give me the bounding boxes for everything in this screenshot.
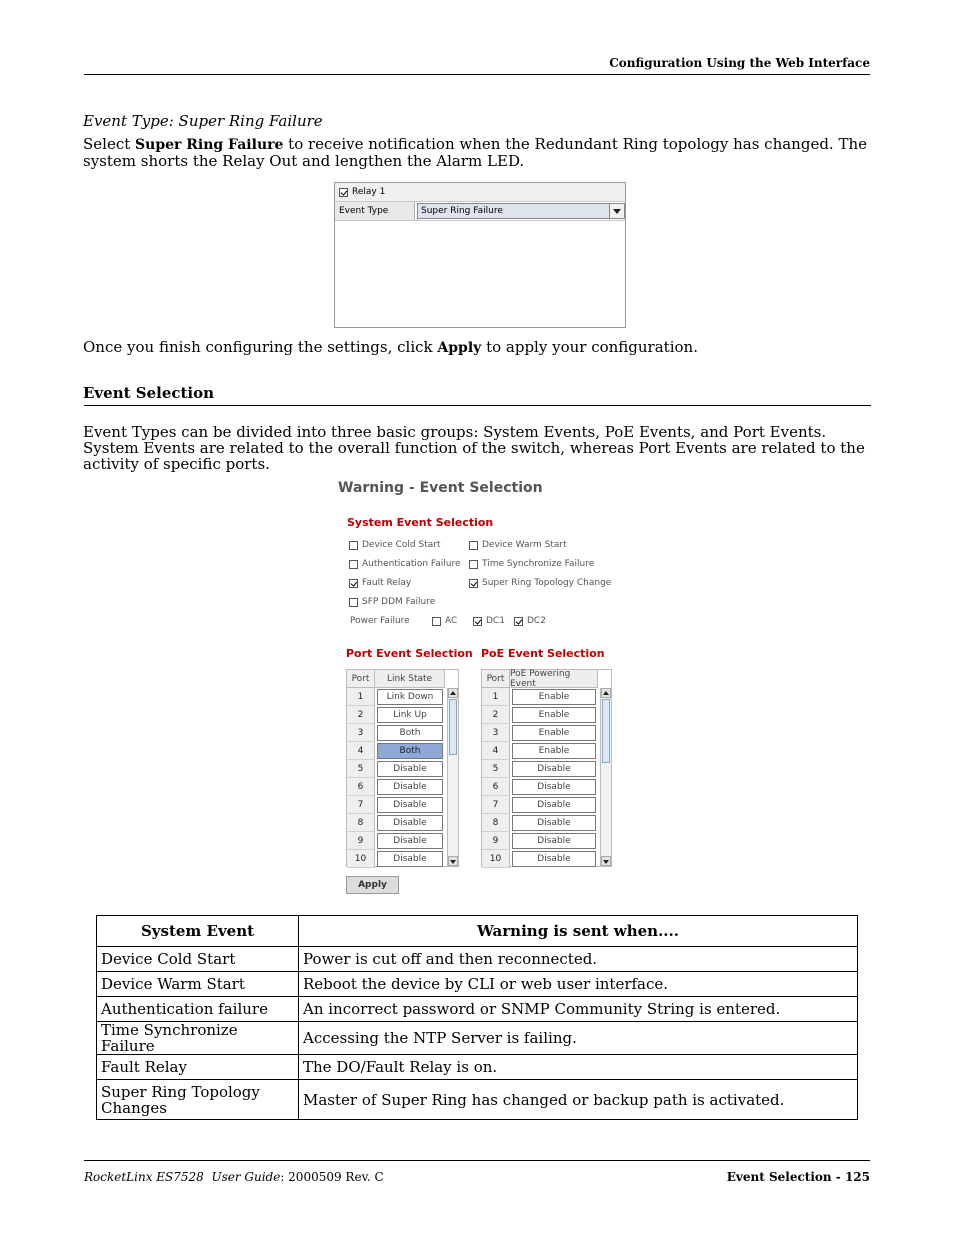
event-desc: Reboot the device by CLI or web user interface. [299, 972, 858, 997]
event-select[interactable]: Disable [512, 815, 596, 831]
port-number: 9 [347, 832, 375, 850]
grid-header [347, 670, 458, 688]
event-desc: The DO/Fault Relay is on. [299, 1055, 858, 1080]
port-number: 7 [347, 796, 375, 814]
table-row [347, 706, 458, 724]
event-select[interactable]: Both [377, 743, 443, 759]
apply-button[interactable]: Apply [346, 876, 399, 894]
scroll-down-icon[interactable] [448, 856, 458, 866]
scroll-up-icon[interactable] [448, 688, 458, 698]
grid-rows [482, 688, 611, 868]
col-warning-sent: Warning is sent when.... [299, 916, 858, 947]
port-number: 3 [482, 724, 510, 742]
table-row [97, 1022, 858, 1055]
header-rule [84, 74, 870, 75]
table-row [347, 850, 458, 868]
table-row [97, 997, 858, 1022]
footer-left [84, 1170, 384, 1184]
col-link-state: Link State [375, 670, 445, 688]
scroll-thumb[interactable] [449, 699, 457, 755]
event-desc: Power is cut off and then reconnected. [299, 947, 858, 972]
event-label: Authentication Failure [362, 559, 461, 569]
col-port: Port [347, 670, 375, 688]
port-number: 2 [347, 706, 375, 724]
event-select[interactable]: Disable [377, 797, 443, 813]
event-select[interactable]: Link Down [377, 689, 443, 705]
event-type-select[interactable] [417, 203, 625, 219]
event-label: Super Ring Topology Change [482, 578, 612, 588]
relay-label: Relay 1 [352, 187, 386, 197]
grid-header [482, 670, 611, 688]
event-label: Device Cold Start [362, 540, 441, 550]
event-select[interactable]: Disable [377, 833, 443, 849]
event-desc: An incorrect password or SNMP Community String is entered. [299, 997, 858, 1022]
col-system-event: System Event [97, 916, 299, 947]
event-select[interactable]: Disable [377, 851, 443, 867]
select-suffix: to receive notification when the Redundant Ring topology has changed. The system shorts the Relay Out and lengthen the Alarm LED. [83, 135, 868, 170]
power-dc1[interactable] [473, 616, 505, 626]
table-row [482, 688, 611, 706]
system-event-title: System Event Selection [347, 516, 494, 529]
select-bold: Super Ring Failure [135, 137, 284, 153]
port-number: 1 [347, 688, 375, 706]
event-select[interactable]: Enable [512, 725, 596, 741]
event-device-warm-start[interactable] [469, 540, 567, 550]
port-number: 5 [347, 760, 375, 778]
scroll-up-icon[interactable] [601, 688, 611, 698]
checkbox[interactable] [469, 560, 478, 569]
event-name: Device Warm Start [97, 972, 299, 997]
table-row [482, 814, 611, 832]
table-row [97, 1080, 858, 1120]
event-select[interactable]: Enable [512, 707, 596, 723]
event-type-row [335, 202, 625, 221]
event-name: Authentication failure [97, 997, 299, 1022]
col-port: Port [482, 670, 510, 688]
relay-checkbox[interactable] [339, 188, 348, 197]
table-row [97, 1055, 858, 1080]
event-label: Time Synchronize Failure [482, 559, 595, 569]
event-name: Super Ring Topology Changes [97, 1080, 299, 1120]
event-time-sync-failure[interactable] [469, 559, 594, 569]
event-name: Fault Relay [97, 1055, 299, 1080]
power-dc2[interactable] [514, 616, 546, 626]
table-row [347, 796, 458, 814]
event-super-ring-topology-change[interactable] [469, 578, 611, 588]
port-number: 1 [482, 688, 510, 706]
table-row [347, 760, 458, 778]
event-fault-relay[interactable] [349, 578, 411, 588]
checkbox[interactable] [349, 560, 358, 569]
section-rule [84, 405, 871, 406]
chevron-down-icon[interactable] [609, 204, 624, 218]
event-select[interactable]: Disable [377, 761, 443, 777]
event-select[interactable]: Link Up [377, 707, 443, 723]
checkbox[interactable] [349, 579, 358, 588]
table-row [97, 972, 858, 997]
table-row [347, 814, 458, 832]
checkbox[interactable] [349, 541, 358, 550]
relay-row [335, 183, 625, 202]
poe-event-grid [481, 669, 612, 867]
event-desc: Master of Super Ring has changed or backup path is activated. [299, 1080, 858, 1120]
system-event-table [96, 915, 858, 1120]
checkbox[interactable] [469, 541, 478, 550]
apply-bold: Apply [437, 340, 482, 356]
apply-suffix: to apply your configuration. [481, 338, 698, 356]
power-label: DC1 [486, 616, 505, 626]
checkbox[interactable] [514, 617, 523, 626]
port-number: 2 [482, 706, 510, 724]
checkbox[interactable] [469, 579, 478, 588]
port-number: 10 [482, 850, 510, 868]
event-label: Device Warm Start [482, 540, 567, 550]
table-row [482, 760, 611, 778]
section-title: Event Selection [83, 384, 215, 402]
table-row [347, 832, 458, 850]
grid-rows [347, 688, 458, 868]
event-select[interactable]: Disable [377, 815, 443, 831]
port-number: 4 [347, 742, 375, 760]
port-event-grid [346, 669, 459, 867]
event-type-heading: Event Type: Super Ring Failure [83, 112, 323, 130]
power-failure-label: Power Failure [350, 616, 410, 626]
scrollbar[interactable] [600, 688, 611, 866]
event-select[interactable]: Enable [512, 743, 596, 759]
select-paragraph [83, 136, 870, 169]
apply-paragraph [83, 339, 870, 356]
event-select[interactable]: Disable [512, 779, 596, 795]
running-header: Configuration Using the Web Interface [609, 56, 870, 70]
table-row [347, 742, 458, 760]
footer-rule [84, 1160, 870, 1161]
table-row [482, 778, 611, 796]
table-row [482, 724, 611, 742]
port-number: 6 [482, 778, 510, 796]
warning-title: Warning - Event Selection [338, 480, 543, 496]
port-number: 6 [347, 778, 375, 796]
footer-product: RocketLinx ES7528 [84, 1170, 204, 1184]
event-name: Device Cold Start [97, 947, 299, 972]
table-row [482, 796, 611, 814]
table-row [482, 742, 611, 760]
event-select[interactable]: Enable [512, 689, 596, 705]
event-type-value: Super Ring Failure [421, 206, 503, 216]
footer-page: Event Selection - 125 [726, 1170, 870, 1184]
port-number: 8 [347, 814, 375, 832]
event-authentication-failure[interactable] [349, 559, 461, 569]
port-number: 10 [347, 850, 375, 868]
checkbox[interactable] [349, 598, 358, 607]
event-select[interactable]: Disable [512, 851, 596, 867]
scroll-down-icon[interactable] [601, 856, 611, 866]
port-number: 5 [482, 760, 510, 778]
power-ac[interactable] [432, 616, 457, 626]
event-select[interactable]: Disable [512, 797, 596, 813]
event-select[interactable]: Both [377, 725, 443, 741]
table-row [347, 778, 458, 796]
power-label: DC2 [527, 616, 546, 626]
port-number: 3 [347, 724, 375, 742]
table-row [482, 706, 611, 724]
port-number: 4 [482, 742, 510, 760]
footer-doc-number: : 2000509 Rev. C [280, 1170, 384, 1184]
table-row [482, 850, 611, 868]
event-label: Fault Relay [362, 578, 412, 588]
event-select[interactable]: Disable [512, 761, 596, 777]
table-row [347, 688, 458, 706]
scrollbar[interactable] [447, 688, 458, 866]
event-sfp-ddm-failure[interactable] [349, 597, 435, 607]
checkbox[interactable] [432, 617, 441, 626]
event-type-label: Event Type [335, 202, 415, 220]
port-number: 7 [482, 796, 510, 814]
checkbox[interactable] [473, 617, 482, 626]
relay-panel [334, 182, 626, 328]
event-device-cold-start[interactable] [349, 540, 441, 550]
table-row [482, 832, 611, 850]
apply-prefix: Once you finish configuring the settings, click [83, 338, 438, 356]
section-body: Event Types can be divided into three basic groups: System Events, PoE Events, and Port Events. System Events are related to the overall function of the switch, whereas Port Events are related to the activity of specific ports. [83, 423, 865, 473]
event-select[interactable]: Disable [512, 833, 596, 849]
table-row [347, 724, 458, 742]
table-row [97, 947, 858, 972]
table-header [97, 916, 858, 947]
port-number: 8 [482, 814, 510, 832]
port-event-title: Port Event Selection [346, 647, 473, 660]
poe-event-title: PoE Event Selection [481, 647, 605, 660]
footer-guide-label: User Guide [211, 1170, 281, 1184]
scroll-thumb[interactable] [602, 699, 610, 763]
select-prefix: Select [83, 135, 136, 153]
port-number: 9 [482, 832, 510, 850]
event-name: Time Synchronize Failure [97, 1022, 299, 1055]
col-poe-powering-event: PoE Powering Event [510, 670, 598, 688]
event-select[interactable]: Disable [377, 779, 443, 795]
event-label: SFP DDM Failure [362, 597, 436, 607]
event-desc: Accessing the NTP Server is failing. [299, 1022, 858, 1055]
power-label: AC [445, 616, 458, 626]
